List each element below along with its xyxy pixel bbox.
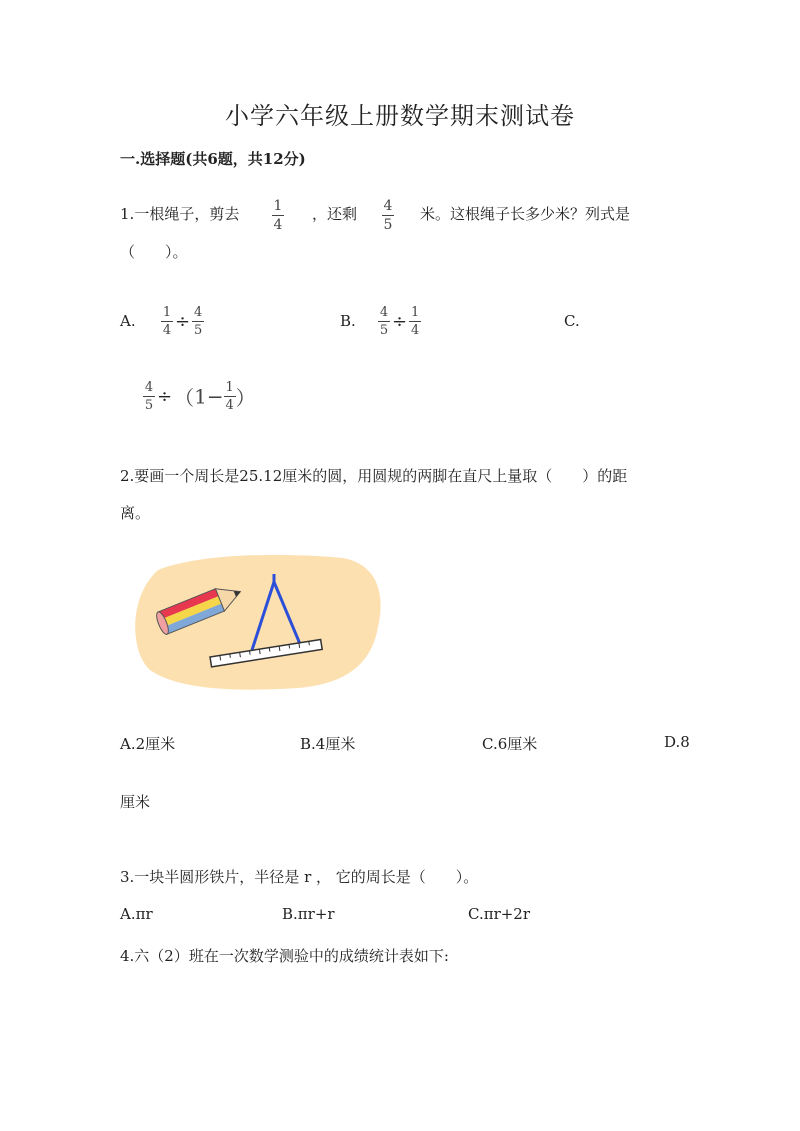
frac-numerator: 1 (273, 198, 283, 214)
frac-numerator: 4 (383, 198, 393, 214)
frac-denominator: 5 (144, 398, 154, 413)
q2-line1: 2.要画一个周长是25.12厘米的圆，用圆规的两脚在直尺上量取（ ）的距 (120, 467, 628, 485)
q1-option-c-label: C. (564, 312, 580, 330)
frac-numerator: 1 (162, 305, 172, 320)
frac-denominator: 5 (379, 323, 389, 338)
q1-line1 (120, 203, 239, 224)
q3-option-c: C.πr+2r (468, 905, 531, 923)
divide-sign: ÷ (175, 311, 191, 332)
q2-option-c: C.6厘米 (482, 735, 538, 753)
left-paren: （ (174, 386, 195, 410)
divide-sign: ÷ (157, 386, 173, 407)
frac-denominator: 4 (162, 323, 172, 338)
q3-option-a: A.πr (120, 905, 153, 923)
frac-numerator: 4 (144, 380, 154, 395)
minus-sign: − (206, 384, 224, 409)
frac-denominator: 4 (273, 217, 283, 233)
q3-text: 3.一块半圆形铁片，半径是 r ， 它的周长是（ ）。 (120, 868, 479, 886)
frac-numerator: 4 (193, 305, 203, 320)
q1-option-b-expr (378, 305, 421, 338)
frac-denominator: 4 (410, 323, 420, 338)
q1-option-a-label: A. (120, 312, 136, 330)
q2-option-b: B.4厘米 (300, 735, 356, 753)
q2-option-d-cont: 厘米 (120, 793, 151, 811)
divide-sign: ÷ (392, 311, 408, 332)
q1-option-c-expr (143, 380, 256, 413)
q1-text-a: 一根绳子，剪去 (134, 205, 240, 223)
q1-option-a-expr (161, 305, 204, 338)
page-title: 小学六年级上册数学期末测试卷 (225, 102, 575, 130)
frac-denominator: 5 (383, 217, 393, 233)
frac-numerator: 4 (379, 305, 389, 320)
frac-denominator: 4 (225, 398, 234, 413)
compass-ruler-illustration (128, 552, 390, 694)
number-one: 1 (194, 384, 207, 409)
q2-option-d: D.8 (664, 733, 690, 751)
q4-text: 4.六（2）班在一次数学测验中的成绩统计表如下: (120, 947, 449, 965)
q1-text-d: （ ）。 (120, 243, 188, 261)
q1-number: 1. (120, 205, 135, 223)
q1-fraction-a (272, 198, 284, 233)
q1-option-b-label: B. (340, 312, 356, 330)
section-heading: 一.选择题(共6题，共12分) (120, 150, 306, 168)
q1-text-b: ，还剩 (312, 205, 358, 223)
frac-denominator: 5 (193, 323, 203, 338)
q3-option-b: B.πr+r (282, 905, 335, 923)
q1-text-c: 米。这根绳子长多少米？列式是 (420, 205, 631, 223)
q2-option-a: A.2厘米 (120, 735, 176, 753)
frac-numerator: 1 (410, 305, 420, 320)
frac-numerator: 1 (225, 380, 234, 395)
q1-fraction-b (382, 198, 394, 233)
q2-line2: 离。 (120, 504, 151, 522)
right-paren: ） (235, 386, 256, 410)
